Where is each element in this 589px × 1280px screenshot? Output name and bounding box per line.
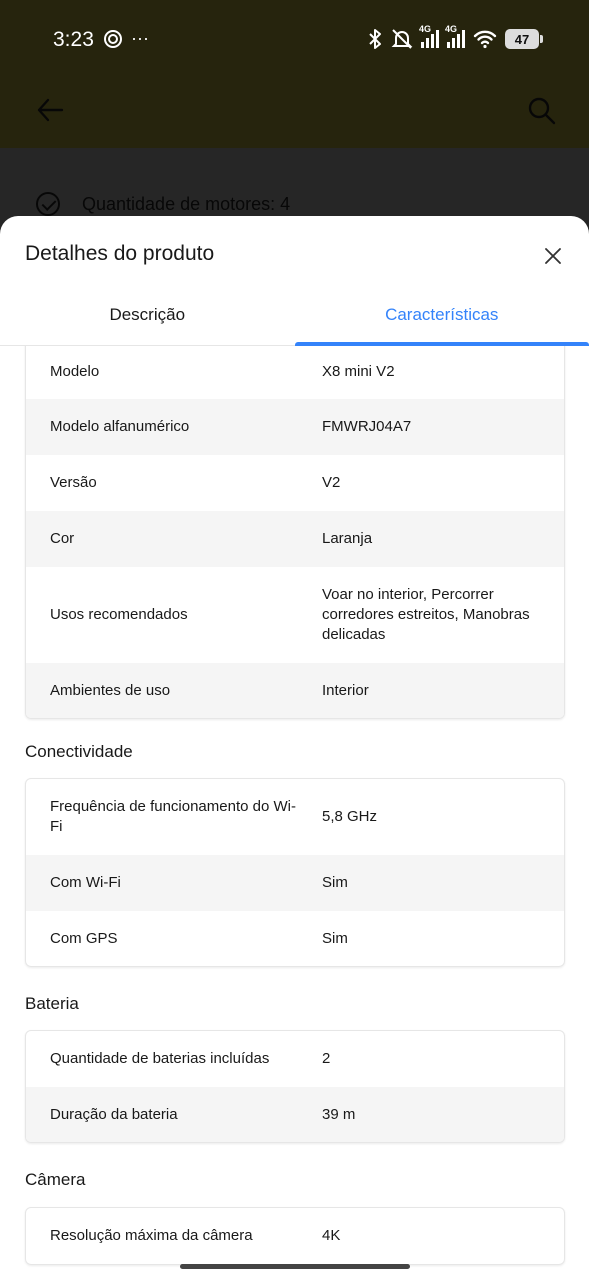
sheet-title: Detalhes do produto <box>25 242 215 265</box>
tab-descricao[interactable]: Descrição <box>109 305 186 324</box>
status-time: 3:23 <box>53 28 94 51</box>
cellular-signal-1-icon: 4G <box>421 30 439 48</box>
section-title-camera: Câmera <box>25 1170 86 1189</box>
cellular-signal-2-icon: 4G <box>447 30 465 48</box>
tab-caracteristicas[interactable]: Características <box>385 305 499 324</box>
muted-bell-icon <box>391 28 413 50</box>
more-notifications-icon: ··· <box>131 28 149 48</box>
tab-bar <box>0 294 589 346</box>
close-icon[interactable] <box>543 246 563 266</box>
table-row: Modelo X8 mini V2 <box>50 363 395 380</box>
status-bar <box>0 0 589 80</box>
table-row: Usos recomendados Voar no interior, Percorrer corredores estreitos, Manobras delicadas <box>50 586 530 643</box>
battery-card <box>25 1030 565 1143</box>
table-row: Frequência de funcionamento do Wi-Fi 5,8 GHz <box>50 798 378 835</box>
table-row: Resolução máxima da câmera 4K <box>50 1227 341 1244</box>
wifi-icon <box>473 29 497 49</box>
table-row: Quantidade de baterias incluídas 2 <box>50 1050 331 1067</box>
bluetooth-icon <box>367 28 383 50</box>
section-title-conectividade: Conectividade <box>25 742 133 761</box>
general-specs-card <box>25 346 565 719</box>
battery-icon: 47 <box>505 29 539 49</box>
table-row: Duração da bateria 39 m <box>26 1087 564 1142</box>
table-row: Versão V2 <box>50 474 341 491</box>
home-indicator[interactable] <box>180 1264 410 1269</box>
connectivity-card <box>25 778 565 967</box>
table-row: Modelo alfanumérico FMWRJ04A7 <box>26 399 564 455</box>
section-title-bateria: Bateria <box>25 994 79 1013</box>
table-row: Com Wi-Fi Sim <box>26 855 564 911</box>
characteristics-content[interactable] <box>0 346 589 1280</box>
table-row: Cor Laranja <box>26 511 564 567</box>
product-details-sheet <box>0 216 589 1280</box>
table-row: Com GPS Sim <box>50 929 348 947</box>
table-row: Ambientes de uso Interior <box>26 663 564 718</box>
sheet-header <box>0 216 589 294</box>
camera-card <box>25 1207 565 1265</box>
notification-app-icon <box>103 29 123 49</box>
